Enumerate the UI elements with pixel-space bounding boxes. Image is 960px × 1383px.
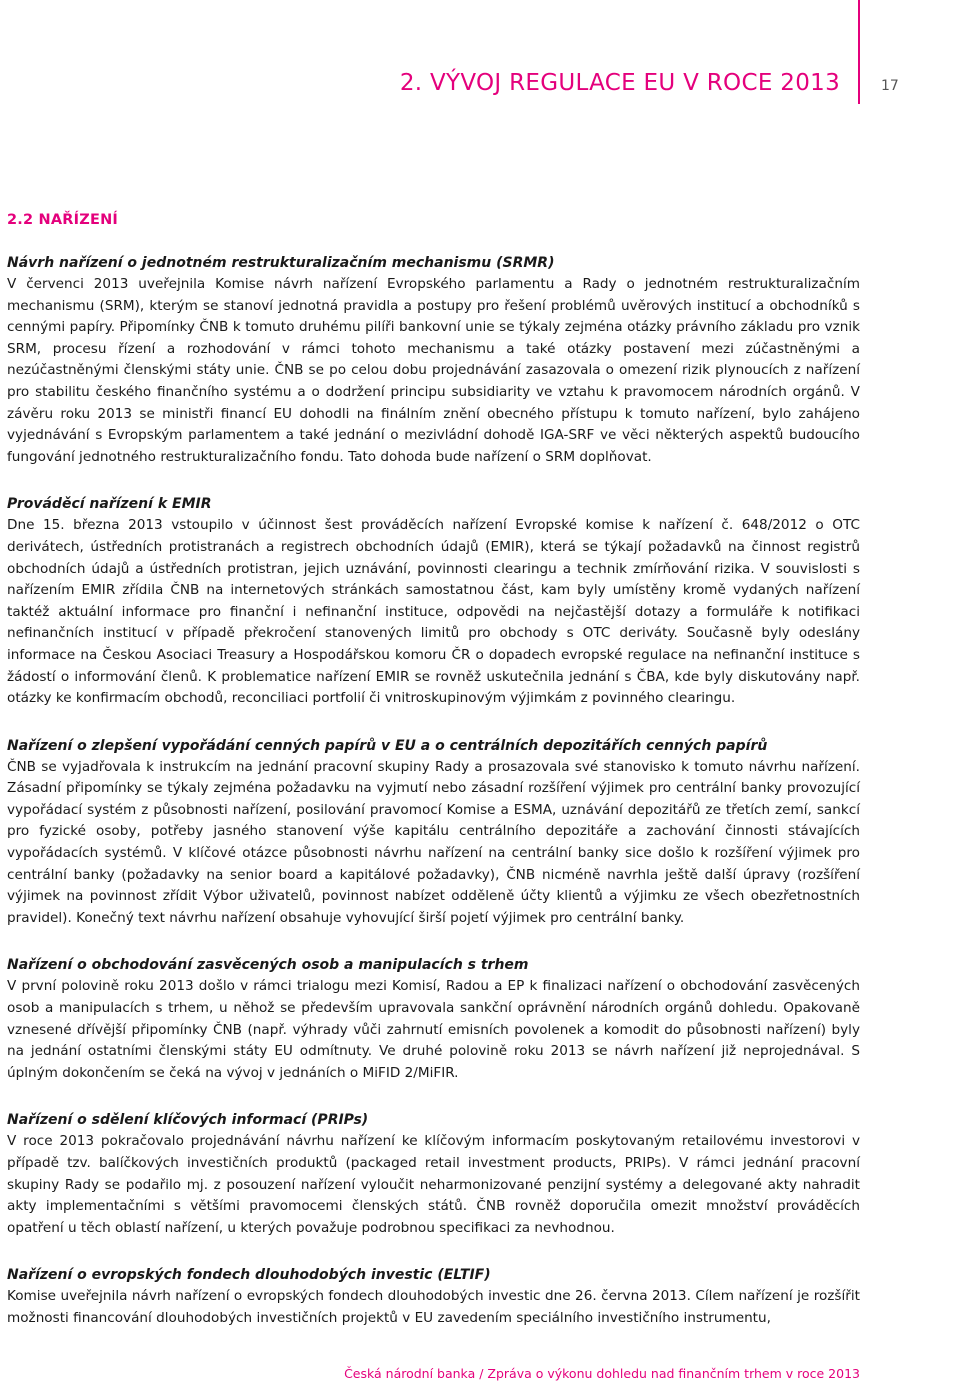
block-heading: Nařízení o obchodování zasvěcených osob a manipulacích s trhem — [7, 957, 529, 974]
regulation-block-csd — [7, 736, 860, 930]
regulation-block-mar — [7, 955, 860, 1084]
regulation-block-eltif — [7, 1265, 860, 1329]
block-heading: Nařízení o evropských fondech dlouhodobých investic (ELTIF) — [7, 1267, 491, 1284]
header-divider — [858, 0, 860, 104]
block-heading: Prováděcí nařízení k EMIR — [7, 496, 212, 513]
page-footer: Česká národní banka / Zpráva o výkonu dohledu nad finančním trhem v roce 2013 — [344, 1366, 860, 1381]
block-heading: Nařízení o zlepšení vypořádání cenných papírů v EU a o centrálních depozitářích cenných papírů — [7, 737, 768, 754]
block-heading: Návrh nařízení o jednotném restrukturalizačním mechanismu (SRMR) — [7, 255, 555, 271]
chapter-title: 2. VÝVOJ REGULACE EU V ROCE 2013 — [399, 70, 840, 96]
block-paragraph: Komise uveřejnila návrh nařízení o evropských fondech dlouhodobých investic dne 26. června 2013. Cílem nařízení je rozšířit možnosti financování dlouhodobých investičních projektů v EU zavedením speciálního investičního instrumentu, — [7, 1288, 860, 1326]
main-content — [7, 212, 860, 1356]
block-paragraph: V červenci 2013 uveřejnila Komise návrh nařízení Evropského parlamentu a Rady o jednotném restrukturalizačním mechanismu (SRM), kterým se stanoví jednotná pravidla a postupy pro řešení problémů uvěrových institucí a obchodníků s cennými papíry. Připomínky ČNB k tomuto druhému pilíři bankovní unie se týkaly zejména otázky právního základu pro vznik SRM, procesu řízení a rozhodování v rámci tohoto mechanismu a také otázky postavení mezi zúčastněnými a nezúčastněnými členskými státy unie. ČNB se po celou dobu projednávání zasazovala o omezení rizik plynoucích z nařízení pro stabilitu českého finančního systému a o dodržení principu subsidiarity ve vztahu k pravomocem národních orgánů. V závěru roku 2013 se ministři financí EU dohodli na finálním znění obecného přístupu k tomuto nařízení, bylo zahájeno vyjednávání s Evropským parlamentem a také jednání o mezivládní dohodě IGA-SRF ve věci některých aspektů budoucího fungování jednotného restrukturalizačního fondu. Tato dohoda bude nařízení o SRM doplňovat. — [7, 276, 860, 465]
block-paragraph: Dne 15. března 2013 vstoupilo v účinnost šest prováděcích nařízení Evropské komise k nařízení č. 648/2012 o OTC derivátech, ústředních protistranách a registrech obchodních údajů (EMIR), která se týkají požadavků na činnost registrů obchodních údajů a ústředních protistran, jejich uznávání, povinnosti clearingu a technik zmírňování rizika. V souvislosti s nařízením EMIR zřídila ČNB na internetových stránkách samostatnou část, kam byly umístěny kromě vydaných nařízení taktéž aktuální informace pro finanční i nefinanční instituce, odpovědi na nejčastější dotazy a formuláře k notifikaci nefinančních institucí v případě překročení stanovených limitů pro obchody s OTC deriváty. Současně byly odeslány informace na Českou Asociaci Treasury a Hospodářskou komoru ČR o dopadech evropské regulace na nefinanční instituce s žádostí o informování členů. K problematice nařízení EMIR se rovněž uskutečnila jednání s ČBA, kde byly diskutovány např. otázky ke konfirmacím obchodů, reconciliaci portfolií či vnitroskupinovým výjimkám z povinného clearingu. — [7, 517, 860, 707]
block-paragraph: V první polovině roku 2013 došlo v rámci trialogu mezi Komisí, Radou a EP k finalizaci nařízení o obchodování zasvěcených osob a manipulacích s trhem, u něhož se především upravovala sankční oprávnění národních orgánů dohledu. Opakovaně vznesené dřívější připomínky ČNB (např. výhrady vůči zahrnutí emisních povolenek a komodit do působnosti nařízení) byly na jednání ostatními členskými státy EU odmítnuty. Ve druhé polovině roku 2013 se návrh nařízení již neprojednával. S úplným dokončením se čeká na vývoj v jednáních o MiFID 2/MiFIR. — [7, 978, 860, 1081]
page-number: 17 — [881, 78, 899, 94]
section-title: 2.2 NAŘÍZENÍ — [7, 212, 119, 228]
regulation-block-emir — [7, 494, 860, 709]
regulation-block-prips — [7, 1110, 860, 1239]
block-paragraph: ČNB se vyjadřovala k instrukcím na jednání pracovní skupiny Rady a prosazovala své stanovisko k tomuto návrhu nařízení. Zásadní připomínky se týkaly zejména požadavku na vyjmutí nebo zásadní rozšíření výjimek pro centrální banky provozující vypořádací systém z působnosti nařízení, posilování pravomocí Komise a ESMA, uznávání depozitářů ze třetích zemí, sankcí pro fyzické osoby, potřeby jasného stanovení výše kapitálu centrálního depozitáře a zachování činnosti stávajících vypořádacích systémů. V klíčové otázce působnosti návrhu nařízení na centrální banky sice došlo k rozšíření výjimek pro centrální banky (požadavky na senior board a kapitálové požadavky), ČNB nicméně navrhla ještě další úpravy (rozšíření výjimek na povinnost zřídit Výbor uživatelů, povinnost nabízet odděleně účty klientů a výjimku ze všech obezřetnostních pravidel). Konečný text návrhu nařízení obsahuje vyhovující širší pojetí výjimek pro centrální banky. — [7, 758, 860, 926]
block-paragraph: V roce 2013 pokračovalo projednávání návrhu nařízení ke klíčovým informacím poskytovaným retailovému investorovi v případě tzv. balíčkových investičních produktů (packaged retail investment products, PRIPs). V rámci jednání pracovní skupiny Rady se podařilo mj. z posouzení nařízení vyloučit neharmonizované penzijní systémy a delegované akty nahradit akty implementačními s většími pravomocemi členských států. ČNB rovněž doporučila omezit množství prováděcích opatření u těch oblastí nařízení, u kterých považuje podrobnou specifikaci za nevhodnou. — [7, 1133, 860, 1236]
regulation-block-srmr — [7, 253, 860, 468]
block-heading: Nařízení o sdělení klíčových informací (PRIPs) — [7, 1112, 369, 1129]
